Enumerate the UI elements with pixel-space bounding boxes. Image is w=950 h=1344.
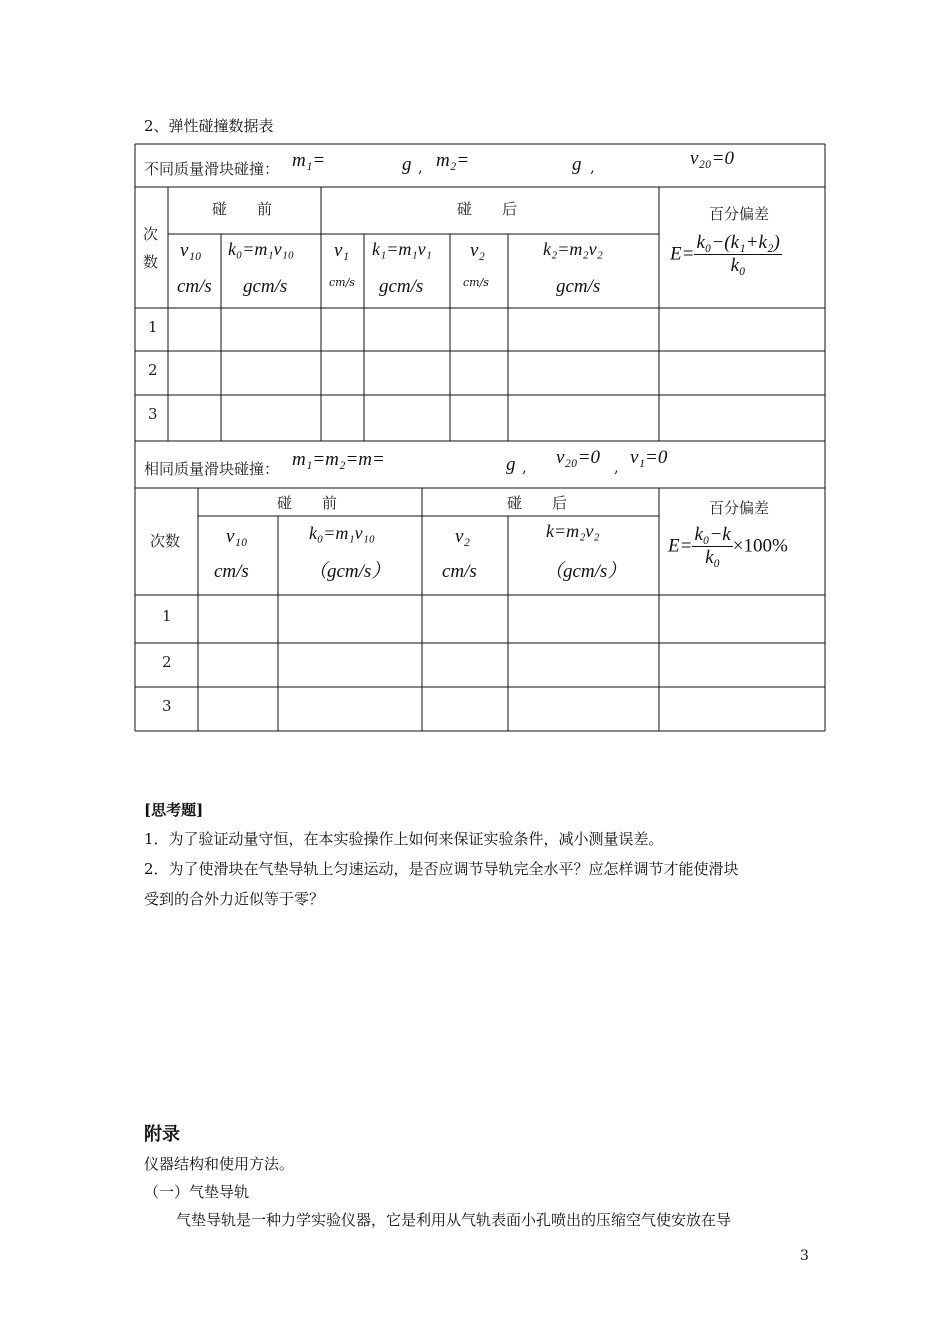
table1-banner-m2: m₂= (436, 150, 470, 171)
table2-col-v10: v₁₀ (226, 526, 248, 547)
question-1: 1．为了验证动量守恒，在本实验操作上如何来保证实验条件，减小测量误差。 (144, 830, 664, 848)
table1-banner-label: 不同质量滑块碰撞： (144, 160, 280, 178)
table2-col-v2: v₂ (455, 526, 471, 547)
table2-row-number: 1 (162, 607, 172, 625)
table1-col-k0: k₀=m₁v₁₀ (228, 239, 295, 259)
table1-col-v10: v₁₀ (180, 240, 202, 261)
table1-formula-lhs: E= (670, 243, 695, 265)
table1-formula-num: k₀−(k₁+k₂) (696, 232, 780, 253)
table1-banner-v20: v₂₀=0 (690, 148, 734, 169)
table1-col-k2-unit: gcm/s (556, 276, 601, 297)
table1-before-label: 碰 前 (212, 200, 273, 218)
table2-before-label: 碰 前 (277, 494, 338, 512)
table2-banner-m: m₁=m₂=m= (292, 449, 385, 470)
table2-banner-label: 相同质量滑块碰撞： (144, 460, 280, 478)
question-2-line1: 2．为了使滑块在气垫导轨上匀速运动，是否应调节导轨完全水平？应怎样调节才能使滑块 (144, 860, 739, 878)
table1-error-label: 百分偏差 (709, 205, 770, 223)
table1-row-number: 2 (148, 361, 158, 379)
table2-formula (668, 524, 788, 569)
table2-col-k0-unit: （gcm/s） (308, 561, 391, 582)
table2-col-k: k=m₂v₂ (546, 521, 600, 541)
question-2-line2: 受到的合外力近似等于零？ (144, 890, 325, 908)
table1-formula-den: k₀ (730, 255, 746, 276)
table1-banner-sep1: , (418, 158, 423, 176)
table2-banner-sep2: , (614, 458, 619, 476)
table1-col-k2: k₂=m₂v₂ (543, 239, 603, 259)
table1-col-v1-unit: cm/s (329, 276, 355, 289)
table1-col-v2: v₂ (470, 240, 486, 261)
table2-col-v2-unit: cm/s (442, 561, 477, 582)
appendix-heading: 附录 (144, 1124, 180, 1145)
table2-formula-den: k₀ (705, 547, 721, 568)
appendix-line2: （一）气垫导轨 (144, 1183, 250, 1201)
table2-col-k0: k₀=m₁v₁₀ (309, 523, 376, 543)
table2-banner-v20: v₂₀=0 (556, 447, 600, 468)
table2-banner-sep: , (522, 458, 527, 476)
table2-error-label: 百分偏差 (709, 499, 770, 517)
table2-banner-v1: v₁=0 (630, 447, 668, 468)
table1-banner-sep2: , (590, 158, 595, 176)
page-number: 3 (800, 1248, 809, 1264)
questions-heading: [思考题] (144, 801, 204, 819)
table2-row-number: 2 (162, 653, 172, 671)
table2-col-v10-unit: cm/s (214, 561, 249, 582)
table2-banner-g: g (506, 454, 516, 475)
table1-col-v1: v₁ (334, 240, 350, 261)
table2-col-k-unit: （gcm/s） (544, 561, 627, 582)
table2-row-number: 3 (162, 697, 172, 715)
table2-formula-tail: ×100% (732, 535, 788, 557)
table1-col-k1: k₁=m₁v₁ (372, 239, 432, 259)
section-title: 2、弹性碰撞数据表 (144, 117, 274, 135)
table1-banner-g2: g (572, 154, 582, 175)
table1-row-number: 1 (148, 318, 158, 336)
table2-formula-num: k₀−k (694, 524, 731, 545)
table2-count-label: 次数 (150, 532, 181, 550)
table1-col-k0-unit: gcm/s (243, 276, 288, 297)
table1-banner-g1: g (402, 154, 412, 175)
table1-row-number: 3 (148, 405, 158, 423)
table1-formula (670, 232, 782, 277)
table1-col-v10-unit: cm/s (177, 276, 212, 297)
table2-formula-lhs: E= (668, 535, 693, 557)
table1-col-k1-unit: gcm/s (379, 276, 424, 297)
table2-after-label: 碰 后 (507, 494, 568, 512)
table1-count-label: 次数 (143, 225, 159, 271)
table1-banner-m1: m₁= (292, 150, 326, 171)
table1-col-v2-unit: cm/s (463, 276, 489, 289)
appendix-line1: 仪器结构和使用方法。 (144, 1155, 295, 1173)
appendix-line3: 气垫导轨是一种力学实验仪器，它是利用从气轨表面小孔喷出的压缩空气使安放在导 (176, 1211, 732, 1229)
table1-after-label: 碰 后 (457, 200, 518, 218)
